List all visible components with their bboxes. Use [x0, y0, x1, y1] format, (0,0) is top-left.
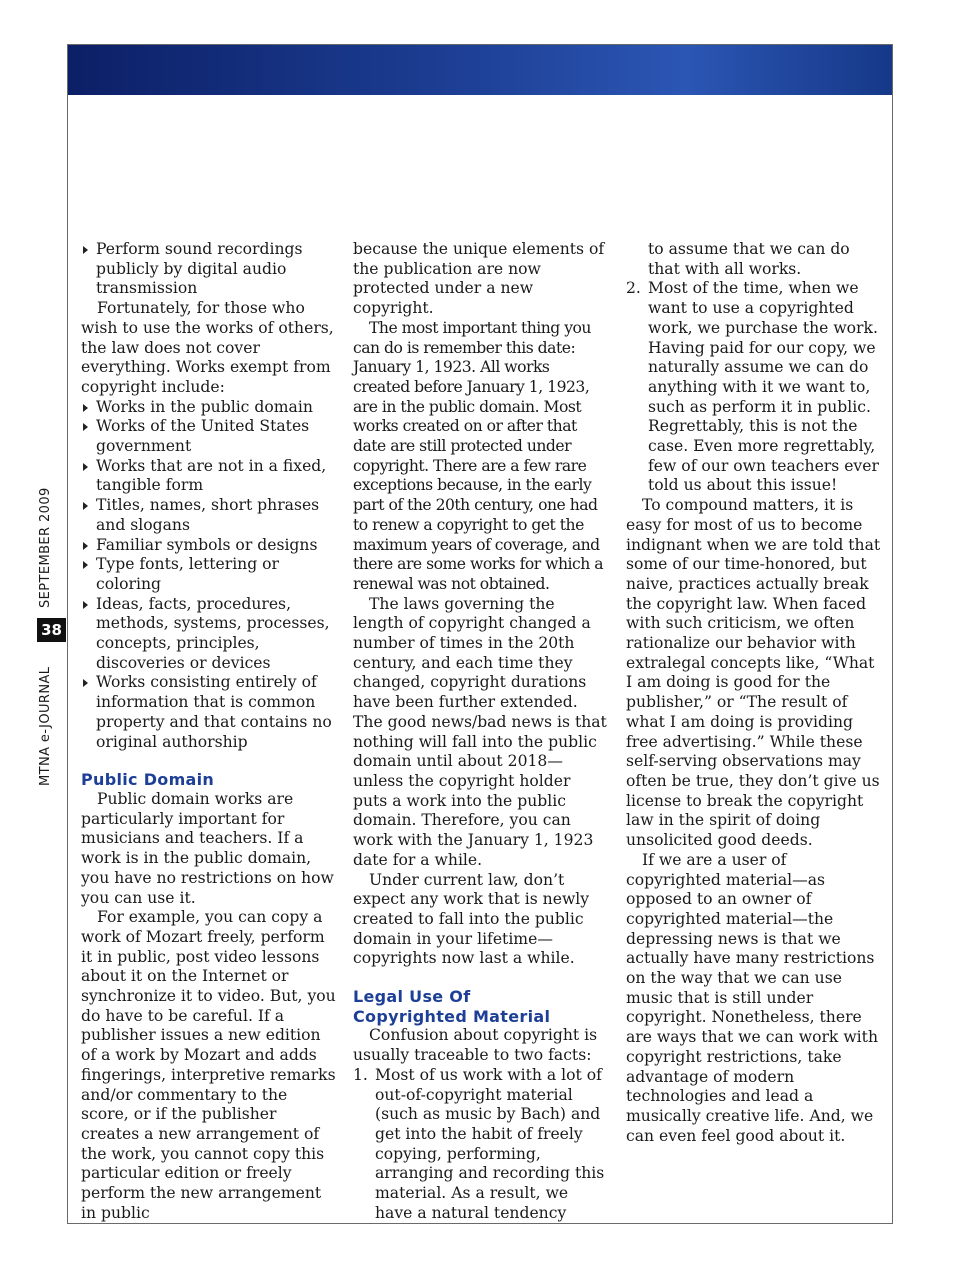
rights-list-cont: [81, 240, 337, 299]
paragraph: because the unique elements of the publication are now protected under a new copyright.: [353, 240, 605, 318]
journal-name: MTNA e-JOURNAL: [38, 666, 53, 786]
list-text: Most of the time, when we want to use a copyrighted work, we purchase the work. Having paid for our copy, we naturally assume we can do anything with it we want to, such as perform it in public. Regrettably, this is not the case. Even more regrettably, few of our own teachers ever told us about this issue!: [648, 279, 879, 495]
list-item: Works of the United States government: [81, 417, 337, 456]
list-text: to assume that we can do that with all works.: [648, 240, 850, 278]
heading-line: Copyrighted Material: [353, 1006, 551, 1026]
heading-line: Legal Use Of: [353, 987, 471, 1007]
list-item: Perform sound recordings publicly by digital audio transmission: [81, 240, 337, 299]
list-item: Ideas, facts, procedures, methods, systems, processes, concepts, principles, discoveries or devices: [81, 595, 337, 674]
list-item: [626, 240, 882, 279]
header-band: [68, 45, 892, 95]
paragraph: Under current law, don’t expect any work that is newly created to fall into the public domain in your lifetime—copyrights now last a while.: [353, 870, 590, 968]
list-text: Most of us work with a lot of out-of-copyright material (such as music by Bach) and get into the habit of freely copying, performing, arranging and recording this material. As a result, we have a natural tendency: [375, 1065, 605, 1222]
paragraph: For example, you can copy a work of Mozart freely, perform it in public, post video lessons about it on the Internet or synchronize it to video. But, you do have to be careful. If a publisher issues a new edition of a work by Mozart and adds fingerings, interpretive remarks and/or commentary to the score, or if the publisher creates a new arrangement of the work, you cannot copy this particular edition or freely perform the new arrangement in public: [81, 908, 336, 1222]
list-item: Works in the public domain: [81, 398, 337, 418]
section-heading-legal-use: [353, 987, 609, 1026]
column-2: [353, 240, 609, 1223]
paragraph: Confusion about copyright is usually traceable to two facts:: [353, 1026, 598, 1065]
paragraph: Public domain works are particularly important for musicians and teachers. If a work is in the public domain, you have no restrictions on how you can use it.: [81, 789, 334, 907]
list-item: [626, 279, 882, 496]
paragraph: The most important thing you can do is remember this date: January 1, 1923. All works created before January 1, 1923, are in the public domain. Most works created on or after that date are still protected under copyright. There are a few rare exceptions because, in the early part of the 20th century, one had to renew a copyright to get the maximum years of coverage, and there are some works for which a renewal was not obtained.: [353, 318, 604, 593]
list-item: Works consisting entirely of information that is common property and that contains no original authorship: [81, 673, 337, 752]
facts-list: [353, 1066, 609, 1224]
list-item: Titles, names, short phrases and slogans: [81, 496, 337, 535]
exempt-list: [81, 398, 337, 753]
paragraph: Fortunately, for those who wish to use the works of others, the law does not cover everything. Works exempt from copyright include:: [81, 299, 334, 396]
paragraph: The laws governing the length of copyright changed a number of times in the 20th century, and each time they changed, copyright durations have been further extended. The good news/bad news is that nothing will fall into the public domain until about 2018—unless the copyright holder puts a work into the public domain. Therefore, you can work with the January 1, 1923 date for a while.: [353, 594, 607, 869]
list-number: 2.: [626, 279, 641, 298]
column-3: [626, 240, 882, 1146]
column-1: [81, 240, 337, 1223]
page-number: 38: [37, 618, 66, 642]
facts-list-cont: [626, 240, 882, 496]
list-item: [353, 1066, 609, 1224]
section-heading-public-domain: Public Domain: [81, 770, 215, 790]
paragraph: If we are a user of copyrighted material—as opposed to an owner of copyrighted material—the depressing news is that we actually have many restrictions on the way that we can use music that is still under copyright. Nonetheless, there are ways that we can work with copyright restrictions, take advantage of modern technologies and lead a musically creative life. And, we can even feel good about it.: [626, 850, 878, 1145]
paragraph: To compound matters, it is easy for most of us to become indignant when we are told that some of our time-honored, but naive, practices actually break the copyright law. When faced with such criticism, we often rationalize our behavior with extralegal concepts like, “What I am doing is good for the publisher,” or “The result of what I am doing is providing free advertising.” While these self-serving observations may often be true, they don’t give us license to break the copyright law in the spirit of doing unsolicited good deeds.: [626, 496, 881, 850]
list-item: Familiar symbols or designs: [81, 536, 337, 556]
list-item: Works that are not in a fixed, tangible form: [81, 457, 337, 496]
list-number: 1.: [353, 1065, 368, 1084]
list-item: Type fonts, lettering or coloring: [81, 555, 337, 594]
